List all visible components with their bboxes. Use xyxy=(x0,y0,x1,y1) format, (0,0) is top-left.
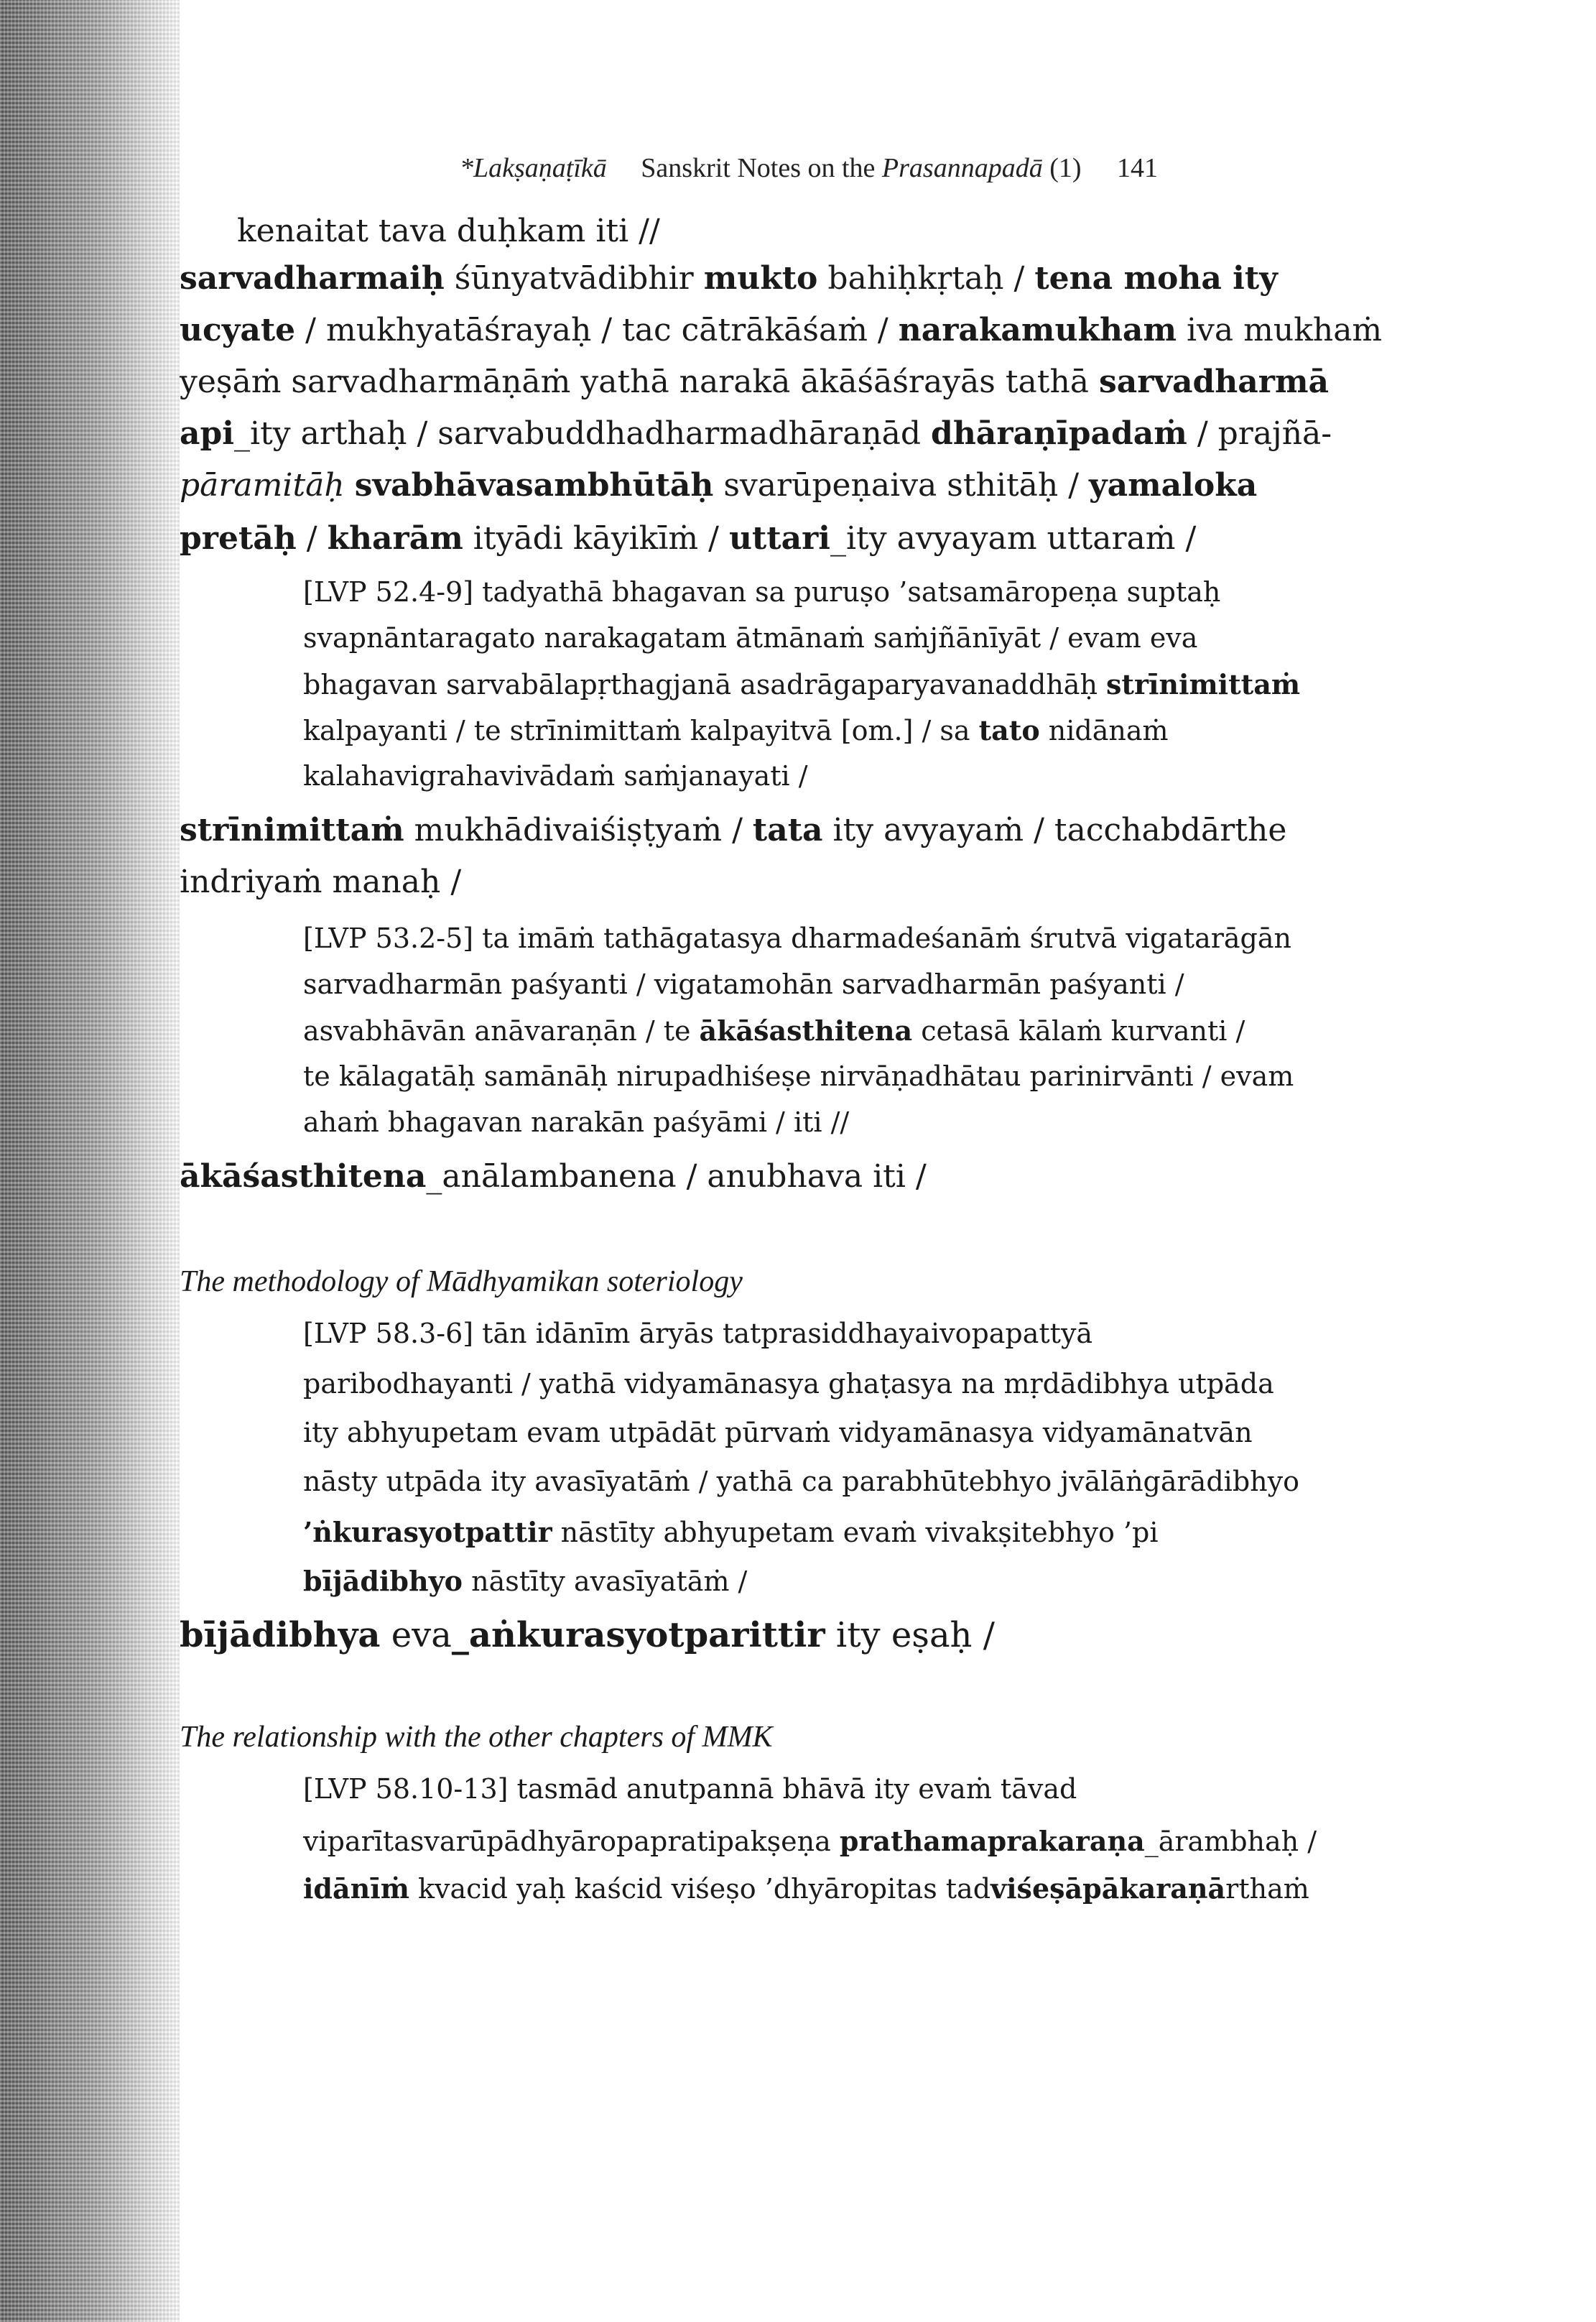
text-line xyxy=(303,1565,747,1597)
text-line xyxy=(180,312,1382,348)
text-line xyxy=(303,576,1220,608)
text-line xyxy=(303,760,808,792)
text-line xyxy=(303,1872,1309,1905)
text-segment: iva mukhaṁ xyxy=(1177,312,1383,348)
text-segment: nāstīty abhyupetam evaṁ vivakṣitebhyo ’pi xyxy=(552,1517,1159,1548)
text-segment: / xyxy=(296,520,328,557)
text-line xyxy=(303,1060,1294,1092)
text-line xyxy=(180,467,1257,504)
text-segment: paribodhayanti / yathā vidyamānasya ghaṭasya na mṛdādibhya utpāda xyxy=(303,1368,1274,1400)
text-segment: [LVP 58.3-6] tān idānīm āryās tatprasiddhayaivopapattyā xyxy=(303,1318,1093,1349)
text-segment: sarvadharmān paśyanti / vigatamohān sarvadharmān paśyanti / xyxy=(303,968,1184,1000)
bold-lemma: pretāḥ xyxy=(180,520,297,557)
text-line xyxy=(180,864,461,900)
text-segment: te kālagatāḥ samānāḥ nirupadhiśeṣe nirvāṇadhātau parinirvānti / evam xyxy=(303,1060,1294,1092)
bold-lemma: uttari xyxy=(728,520,830,557)
bold-lemma: kharām xyxy=(327,520,463,557)
running-subtitle-volume: (1) xyxy=(1049,153,1082,183)
bold-lemma: dhāraṇīpadaṁ xyxy=(931,415,1187,452)
bold-lemma: prathamaprakaraṇa xyxy=(839,1825,1145,1857)
bold-lemma: idānīṁ xyxy=(303,1872,409,1905)
text-line xyxy=(303,1318,1092,1349)
bold-lemma: _aṅkurasyotparittir xyxy=(451,1615,825,1655)
text-segment: ity abhyupetam evam utpādāt pūrvaṁ vidyamānasya vidyamānatvān xyxy=(303,1417,1253,1448)
text-segment: / prajñā- xyxy=(1187,415,1332,452)
bold-lemma: viśeṣāpākaraṇā xyxy=(990,1872,1226,1905)
text-segment: śūnyatvādibhir xyxy=(444,260,704,297)
text-segment: _anālambanena / anubhava iti / xyxy=(426,1158,927,1195)
italic-text: pāramitāḥ xyxy=(180,467,345,504)
text-segment: ity eṣaḥ / xyxy=(825,1615,995,1655)
text-line xyxy=(180,812,1286,848)
text-segment: [LVP 52.4-9] tadyathā bhagavan sa puruṣo ’satsamāropeṇa suptaḥ xyxy=(303,576,1221,608)
text-line xyxy=(303,1417,1253,1448)
text-segment: indriyaṁ manaḥ / xyxy=(180,864,462,900)
text-line xyxy=(303,1516,1158,1548)
bold-lemma: strīnimittaṁ xyxy=(180,812,404,848)
text-segment: nidānaṁ xyxy=(1039,715,1169,746)
text-line xyxy=(180,364,1329,400)
text-line xyxy=(303,622,1197,654)
text-line xyxy=(303,968,1184,1000)
running-title: *Lakṣaṇaṭīkā xyxy=(460,153,607,183)
section-heading xyxy=(180,1720,773,1754)
text-segment: bhagavan sarvabālapṛthagjanā asadrāgaparyavanaddhāḥ xyxy=(303,669,1106,700)
text-segment: cetasā kālaṁ kurvanti / xyxy=(912,1015,1245,1047)
bold-lemma: tata xyxy=(752,812,823,848)
running-header xyxy=(460,152,1158,184)
bold-lemma: strīnimittaṁ xyxy=(1106,668,1301,700)
running-subtitle: Sanskrit Notes on the xyxy=(641,153,876,183)
text-segment xyxy=(345,467,355,504)
text-segment: [LVP 53.2-5] ta imāṁ tathāgatasya dharmadeśanāṁ śrutvā vigatarāgān xyxy=(303,922,1291,954)
text-line xyxy=(303,1773,1077,1805)
text-line xyxy=(303,1466,1299,1497)
bold-lemma: api xyxy=(180,415,234,452)
section-heading xyxy=(180,1264,743,1299)
bold-lemma: ’ṅkurasyotpattir xyxy=(303,1516,552,1548)
text-line xyxy=(180,1158,927,1195)
text-segment: nāsty utpāda ity avasīyatāṁ / yathā ca parabhūtebhyo jvālāṅgārādibhyo xyxy=(303,1466,1299,1497)
text-segment: mukhādivaiśiṣṭyaṁ / xyxy=(404,812,753,848)
bold-lemma: svabhāvasambhūtāḥ xyxy=(354,467,714,504)
bold-lemma: tato xyxy=(978,714,1040,746)
text-segment: kalahavigrahavivādaṁ saṁjanayati / xyxy=(303,760,808,792)
binding-shadow xyxy=(0,0,180,2322)
text-segment: kvacid yaḥ kaścid viśeṣo ’dhyāropitas tad xyxy=(409,1873,991,1905)
text-segment: ityādi kāyikīṁ / xyxy=(463,520,729,557)
text-line xyxy=(180,260,1278,297)
text-segment: _ity arthaḥ / sarvabuddhadharmadhāraṇād xyxy=(234,415,932,452)
text-line xyxy=(303,1014,1245,1047)
bold-lemma: sarvadharmaiḥ xyxy=(180,260,445,297)
bold-lemma: yamaloka xyxy=(1089,467,1258,504)
bold-lemma: ucyate xyxy=(180,312,296,348)
text-segment: / mukhyatāśrayaḥ / tac cātrākāśaṁ / xyxy=(295,312,899,348)
text-segment: _ity avyayam uttaraṁ / xyxy=(830,520,1197,557)
text-line xyxy=(180,1615,995,1655)
text-line xyxy=(303,1825,1317,1857)
text-line xyxy=(303,1368,1274,1400)
text-segment: The relationship with the other chapters of MMK xyxy=(180,1721,773,1754)
text-segment: asvabhāvān anāvaraṇān / te xyxy=(303,1015,700,1047)
bold-lemma: bījādibhyo xyxy=(303,1565,463,1597)
bold-lemma: bījādibhya xyxy=(180,1615,381,1655)
text-segment: yeṣāṁ sarvadharmāṇāṁ yathā narakā ākāśāśrayās tathā xyxy=(180,364,1099,400)
text-line xyxy=(237,213,660,249)
text-line xyxy=(303,922,1291,954)
text-line xyxy=(180,520,1196,557)
text-segment: viparītasvarūpādhyāropapratipakṣeṇa xyxy=(303,1826,840,1857)
text-segment: _ārambhaḥ / xyxy=(1144,1826,1317,1857)
text-segment: rthaṁ xyxy=(1225,1873,1309,1905)
bold-lemma: narakamukham xyxy=(898,312,1177,348)
running-subtitle-work: Prasannapadā xyxy=(881,153,1043,183)
text-line xyxy=(303,668,1300,700)
text-segment: ity avyayaṁ / tacchabdārthe xyxy=(822,812,1287,848)
text-segment: svarūpeṇaiva sthitāḥ / xyxy=(713,467,1089,504)
text-segment: eva xyxy=(380,1615,452,1655)
text-segment: nāstīty avasīyatāṁ / xyxy=(463,1565,748,1597)
text-segment: kenaitat tava duḥkam iti // xyxy=(237,213,660,249)
text-line xyxy=(180,415,1332,452)
text-line xyxy=(303,714,1169,746)
text-segment: svapnāntaragato narakagatam ātmānaṁ saṁjñānīyāt / evam eva xyxy=(303,622,1198,654)
bold-lemma: tena moha ity xyxy=(1034,260,1278,297)
text-segment: The methodology of Mādhyamikan soteriology xyxy=(180,1265,743,1298)
text-segment: ahaṁ bhagavan narakān paśyāmi / iti // xyxy=(303,1106,850,1138)
text-line xyxy=(303,1106,849,1138)
text-segment: [LVP 58.10-13] tasmād anutpannā bhāvā ity evaṁ tāvad xyxy=(303,1773,1077,1805)
bold-lemma: sarvadharmā xyxy=(1099,364,1330,400)
bold-lemma: mukto xyxy=(703,260,818,297)
page-number: 141 xyxy=(1117,153,1159,183)
text-segment: kalpayanti / te strīnimittaṁ kalpayitvā [om.] / sa xyxy=(303,715,979,746)
text-segment: bahiḥkṛtaḥ / xyxy=(817,260,1035,297)
bold-lemma: ākāśasthitena xyxy=(699,1014,913,1047)
bold-lemma: ākāśasthitena xyxy=(180,1158,427,1195)
